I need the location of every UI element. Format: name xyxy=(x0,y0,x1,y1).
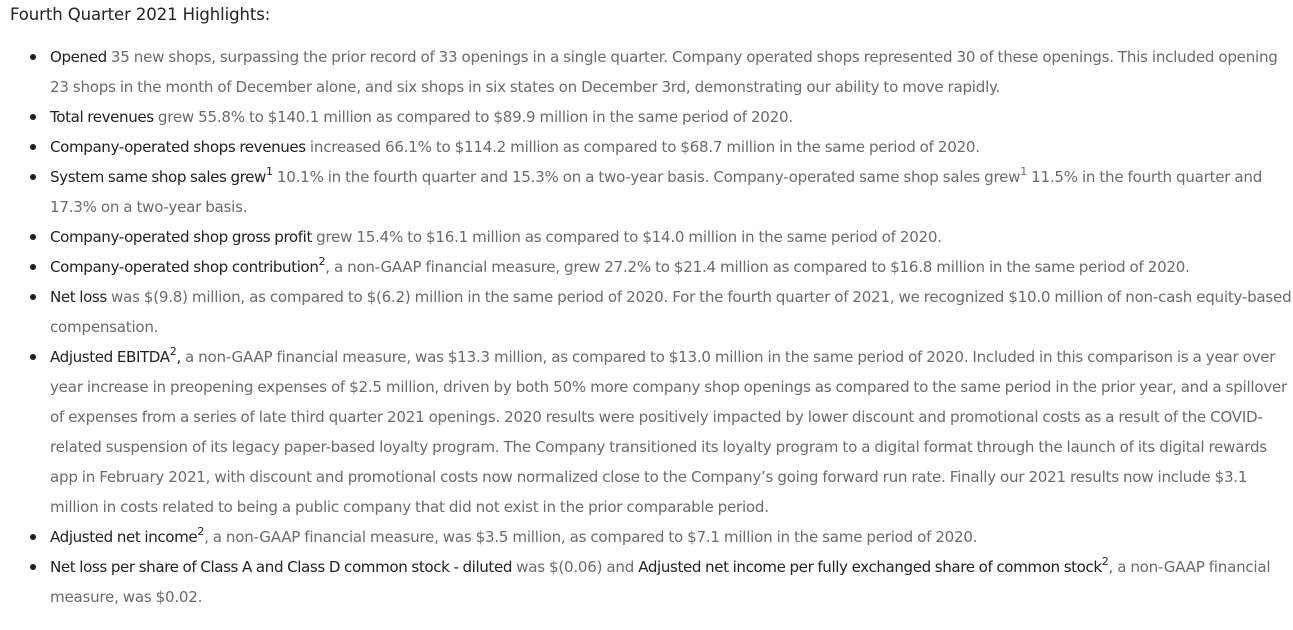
highlight-text: , a non-GAAP financial measure, was $0.02. xyxy=(50,558,1271,606)
highlight-lead: Company-operated shops revenues xyxy=(50,138,306,156)
highlight-text: increased 66.1% to $114.2 million as compared to $68.7 million in the same period of 2020. xyxy=(305,138,980,156)
highlight-shop-contribution xyxy=(50,252,1293,282)
highlight-text: , a non-GAAP financial measure, was $3.5 million, as compared to $7.1 million in the same period of 2020. xyxy=(204,528,978,546)
highlight-lead: Total revenues xyxy=(50,108,154,126)
highlight-adjusted-ebitda xyxy=(50,342,1293,522)
highlight-openings xyxy=(50,42,1293,102)
highlight-text: was $(0.06) and xyxy=(512,558,639,576)
highlight-per-share xyxy=(50,552,1293,612)
footnote-marker: 2 xyxy=(318,254,326,268)
highlight-text: 11.5% in the fourth quarter and 17.3% on a two-year basis. xyxy=(50,168,1263,216)
highlight-text: a non-GAAP financial measure, was $13.3 million, as compared to $13.0 million in the same period of 2020. Included in this comparison is a year over year increase in preopening expenses of $2.5 million, driven by both 50% more company shop openings as compared to the same period in the prior year, and a spillover of expenses from a series of late third quarter 2021 openings. 2020 results were positively impacted by lower discount and promotional costs as a result of the COVID-related suspension of its legacy paper-based loyalty program. The Company transitioned its loyalty program to a digital format through the launch of its digital rewards app in February 2021, with discount and promotional costs now normalized close to the Company’s going forward run rate. Finally our 2021 results now include $3.1 million in costs related to being a public company that did not exist in the prior comparable period. xyxy=(50,348,1288,516)
highlight-net-loss xyxy=(50,282,1293,342)
footnote-marker: 1 xyxy=(265,164,273,178)
highlight-text: grew 55.8% to $140.1 million as compared to $89.9 million in the same period of 2020. xyxy=(153,108,793,126)
highlight-text: 35 new shops, surpassing the prior record of 33 openings in a single quarter. Company operated shops represented 30 of these openings. This included opening 23 shops in the month of December alone, and six shops in six states on December 3rd, demonstrating our ability to move rapidly. xyxy=(50,48,1278,96)
highlight-lead: Adjusted net income per fully exchanged share of common stock xyxy=(638,558,1102,576)
highlight-adjusted-net-income xyxy=(50,522,1293,552)
highlight-gross-profit xyxy=(50,222,1293,252)
highlight-lead: System same shop sales grew xyxy=(50,168,266,186)
highlight-lead: Opened xyxy=(50,48,107,66)
section-heading: Fourth Quarter 2021 Highlights: xyxy=(10,5,271,24)
highlight-lead: Adjusted EBITDA xyxy=(50,348,170,366)
highlight-lead: Company-operated shop gross profit xyxy=(50,228,312,246)
highlight-text: , a non-GAAP financial measure, grew 27.2% to $21.4 million as compared to $16.8 million in the same period of 2020. xyxy=(325,258,1190,276)
highlight-lead: Adjusted net income xyxy=(50,528,198,546)
highlight-text: 10.1% in the fourth quarter and 15.3% on a two-year basis. Company-operated same shop sales grew xyxy=(272,168,1021,186)
highlight-total-revenues xyxy=(50,102,1293,132)
highlight-same-shop-sales xyxy=(50,162,1293,222)
footnote-marker: 1 xyxy=(1020,164,1027,178)
footnote-marker: 2 xyxy=(197,524,205,538)
highlights-list xyxy=(10,42,1293,612)
footnote-marker: 2 xyxy=(1101,554,1109,568)
highlight-lead: Company-operated shop contribution xyxy=(50,258,319,276)
highlight-lead: Net loss per share of Class A and Class D common stock - diluted xyxy=(50,558,513,576)
footnote-marker: 2 xyxy=(169,344,177,358)
highlight-text: grew 15.4% to $16.1 million as compared to $14.0 million in the same period of 2020. xyxy=(311,228,942,246)
highlight-lead: Net loss xyxy=(50,288,107,306)
highlight-shop-revenues xyxy=(50,132,1293,162)
highlight-text: was $(9.8) million, as compared to $(6.2) million in the same period of 2020. For the fourth quarter of 2021, we recognized $10.0 million of non-cash equity-based compensation. xyxy=(50,288,1292,336)
highlight-lead-punct: , xyxy=(176,348,181,366)
